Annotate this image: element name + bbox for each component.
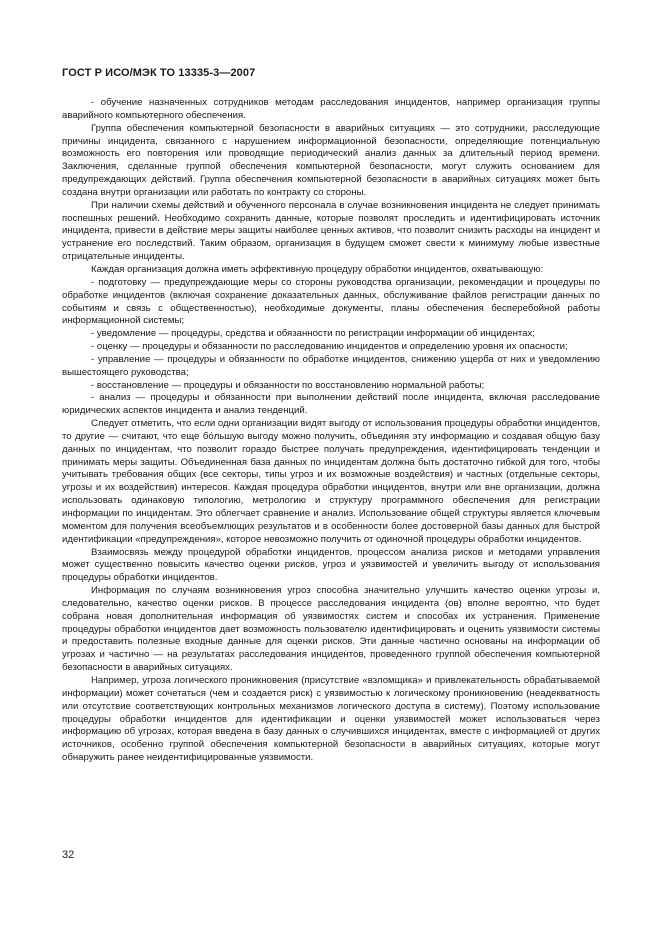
page-number: 32 [62, 849, 75, 861]
document-header: ГОСТ Р ИСО/МЭК ТО 13335-3—2007 [62, 67, 256, 79]
list-item: - управление — процедуры и обязанности по обработке инцидентов, снижению ущерба от них и уведомлению вышестоящего руководства; [62, 353, 600, 378]
body-paragraph: Взаимосвязь между процедурой обработки инцидентов, процессом анализа рисков и методами управления может существенно повысить качество оценки рисков, угроз и уязвимостей и увеличить выгоду от использования процедуры обработки инцидентов. [62, 546, 600, 584]
body-paragraph: Например, угроза логического проникновения (присутствие «взломщика» и привлекательность обрабатываемой информации) может сочетаться (чем и создается риск) с уязвимостью к логическому проникновению (неадекватность или отсутствие соответствующих контрольных механизмов логического доступа в систему). Поэтому использование процедуры обработки инцидентов для идентификации и оценки уязвимостей может использоваться через информацию об угрозах, которая введена в базу данных о случившихся инцидентах, вместе с информацией от других источников, особенно группой обеспечения компьютерной безопасности в аварийных ситуациях, которые могут обнаружить ранее неидентифицированные уязвимости. [62, 674, 600, 764]
list-item: - анализ — процедуры и обязанности при выполнении действий после инцидента, включая расследование юридических аспектов инцидента и анализ тенденций. [62, 392, 600, 417]
document-body [62, 97, 600, 765]
body-paragraph: Информация по случаям возникновения угроз способна значительно улучшить качество оценки угрозы и, следовательно, качество оценки рисков. В процессе расследования инцидента (ов) вполне вероятно, что будет собрана новая дополнительная информация об уязвимостях систем и способах их устранения. Применение процедуры обработки инцидентов дает возможность пользователю идентифицировать и оценить уязвимости системы и предоставить полезные входные данные для оценки рисков. Эти данные частично основаны на информации об угрозах и частично — на результатах расследования инцидентов, проведенного группой обеспечения компьютерной безопасности в аварийных ситуациях. [62, 585, 600, 674]
list-item: - уведомление — процедуры, средства и обязанности по регистрации информации об инцидентах; [91, 328, 535, 340]
list-item: - оценку — процедуры и обязанности по расследованию инцидентов и определению уровня их опасности; [91, 341, 568, 353]
body-paragraph: Каждая организация должна иметь эффективную процедуру обработки инцидентов, охватывающую: [91, 263, 544, 275]
body-paragraph: Группа обеспечения компьютерной безопасности в аварийных ситуациях — это сотрудники, расследующие причины инцидента, связанного с нарушением информационной безопасности, определяющие потенциальную возможность его повторения или проводящие периодический анализ данных за длительный период времени. Заключения, сделанные группой обеспечения компьютерной безопасности, могут служить основанием для предупреждающих действий. Группа обеспечения компьютерной безопасности в аварийных ситуациях может быть создана внутри организации или работать по контракту со стороны. [62, 122, 600, 198]
body-paragraph: Следует отметить, что если одни организации видят выгоду от использования процедуры обработки инцидентов, то другие — считают, что еще бо́льшую выгоду можно получить, объединяя эту информацию и создавая общую базу данных по инцидентам, что позволит гораздо быстрее получать предупреждения, идентифицировать тенденции и принимать меры защиты. Объединенная база данных по инцидентам должна быть достаточно гибкой для того, чтобы учитывать требования общих (все секторы, типы угроз и их возможные воздействия) и частных (отдельные секторы, угрозы и их воздействия) интересов. Каждая процедура обработки инцидентов, внутри или вне организации, должна использовать одинаковую типологию, метрологию и структуру программного обеспечения для регистрации информации по инцидентам. Это облегчает сравнение и анализ. Использование общей структуры является ключевым моментом для получения всеобъемлющих результатов и в особенности более достоверной базы данных для быстрой идентификации «предупреждения», которое невозможно получить от одиночной процедуры обработки инцидентов. [62, 418, 600, 545]
body-paragraph: При наличии схемы действий и обученного персонала в случае возникновения инцидента не следует принимать поспешных решений. Необходимо сохранить данные, которые позволят проследить и идентифицировать источник инцидента, привести в действие меры защиты наиболее ценных активов, что позволит снизить расходы на инцидент и устранение его последствий. Таким образом, организация в будущем сможет свести к минимуму любые известные отрицательные инциденты. [62, 199, 600, 263]
list-item: - восстановление — процедуры и обязанности по восстановлению нормальной работы; [91, 379, 485, 391]
list-item: - подготовку — предупреждающие меры со стороны руководства организации, рекомендации и процедуры по обработке инцидентов (включая сохранение доказательных данных, обслуживание файлов регистрации данных по событиям и связь с общественностью), необходимые документы, планы обеспечения бесперебойной работы информационной системы; [62, 276, 600, 327]
body-paragraph: - обучение назначенных сотрудников методам расследования инцидентов, например организация группы аварийного компьютерного обеспечения. [62, 97, 600, 121]
